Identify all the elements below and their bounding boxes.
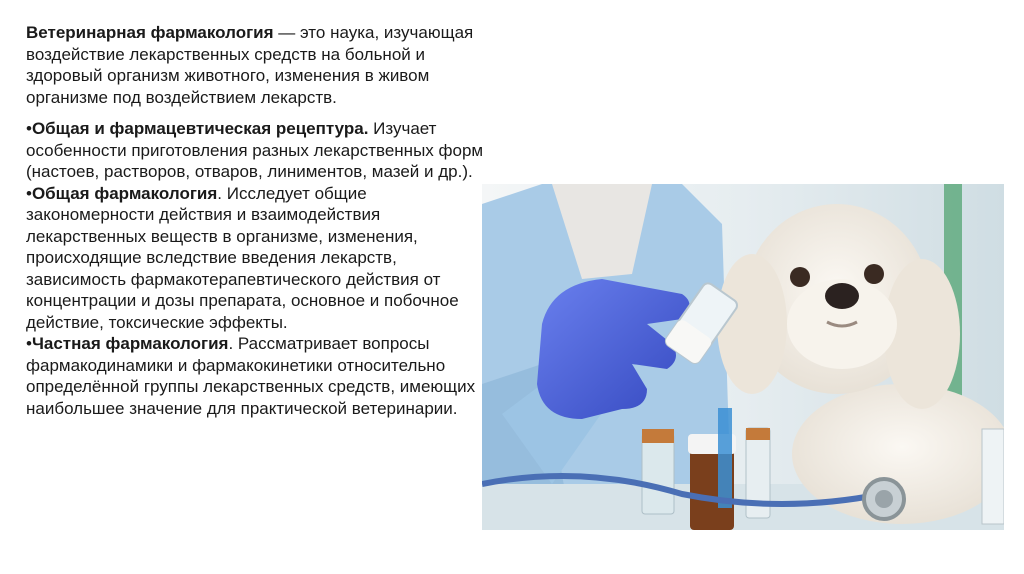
- dog-eye-right: [864, 264, 884, 284]
- section-text: . Исследует общие закономерности действия и взаимодействия лекарственных веществ в организме, изменения, происходящие вследствие введения лекарств, зависимость фармакотерапевтического действия от концентрации и дозы препарата, основное и побочное действие, токсические эффекты.: [26, 183, 459, 332]
- bullet-glyph: •: [26, 119, 32, 138]
- section-title: Частная фармакология: [31, 334, 229, 353]
- dog-ear-left: [717, 254, 787, 394]
- dog-nose: [825, 283, 859, 309]
- text-column: [26, 22, 496, 419]
- bullet-glyph: •: [26, 183, 32, 203]
- section-title: Общая и фармацевтическая рецептура.: [31, 119, 369, 138]
- intro-term: Ветеринарная фармакология: [26, 23, 274, 42]
- bullet-glyph: •: [26, 334, 32, 353]
- blue-bottle: [718, 408, 732, 508]
- intro-paragraph: [26, 22, 496, 108]
- intro-definition: — это наука, изучающая воздействие лекарственных средств на больной и здоровый организм животного, изменения в живом организме под воздействием лекарств.: [26, 23, 474, 107]
- section-text: Изучает особенности приготовления разных лекарственных форм (настоев, растворов, отваров, линиментов, мазей и др.).: [26, 119, 484, 181]
- section-special: [26, 333, 496, 419]
- section-title: Общая фармакология: [31, 183, 218, 203]
- vet-dog-photo: [482, 184, 1004, 530]
- glass-jar: [982, 429, 1004, 524]
- section-recipe: [26, 118, 496, 183]
- bottle-clear: [642, 434, 674, 514]
- dog-eye-left: [790, 267, 810, 287]
- section-general: [26, 183, 496, 334]
- section-text: . Рассматривает вопросы фармакодинамики и фармакокинетики относительно определённой группы лекарственных средств, имеющих наибольшее значение для практической ветеринарии.: [26, 334, 476, 418]
